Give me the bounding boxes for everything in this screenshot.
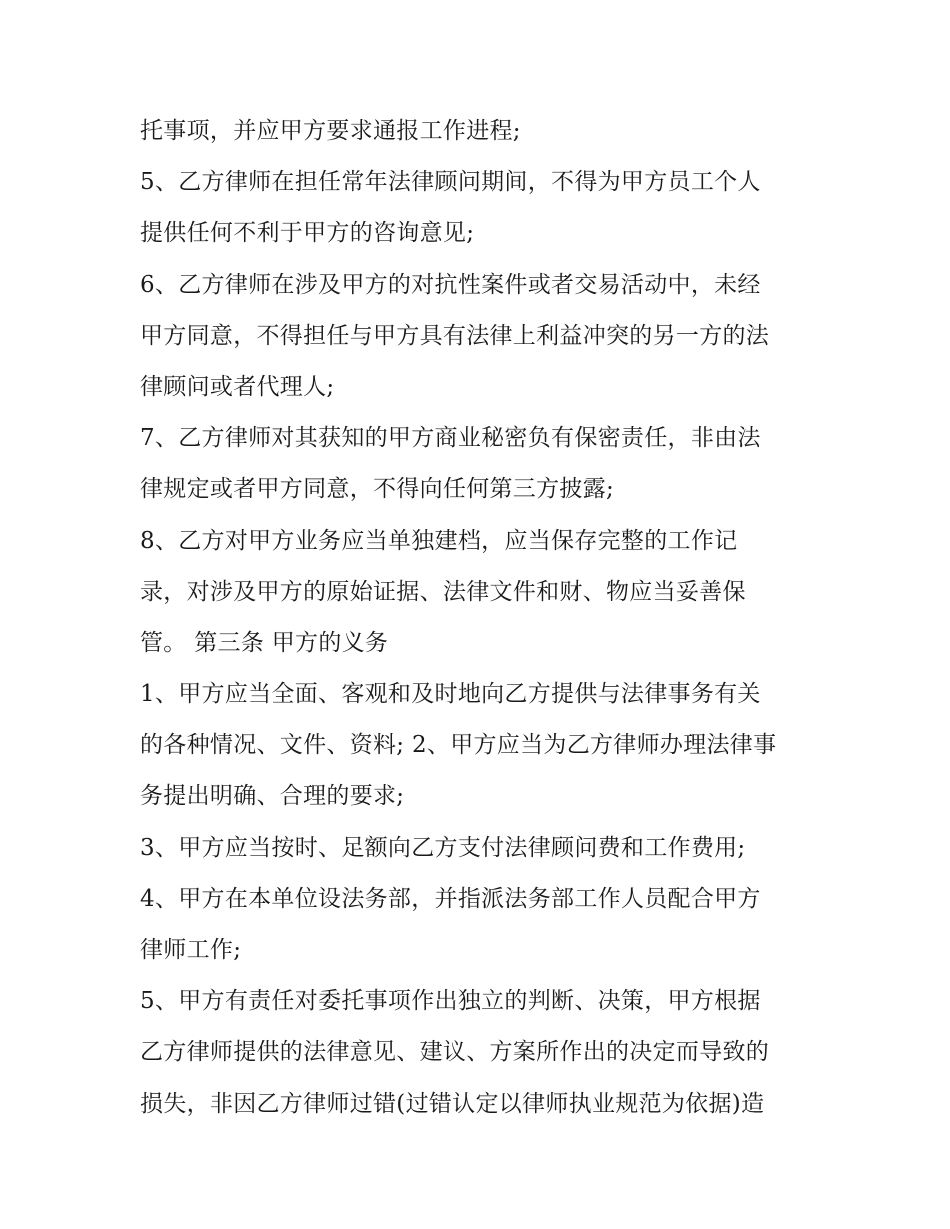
section-heading-line: 管。 第三条 甲方的义务 [140,629,389,656]
document-body [140,106,820,1130]
text-line: 托事项，并应甲方要求通报工作进程; [140,118,521,144]
text-line: 乙方律师提供的法律意见、建议、方案所作出的决定而导致的 [140,1039,770,1066]
text-line: 3、甲方应当按时、足额向乙方支付法律顾问费和工作费用; [140,834,746,861]
text-line: 务提出明确、合理的要求; [140,783,405,810]
text-line: 律顾问或者代理人; [140,373,335,400]
text-line: 6、乙方律师在涉及甲方的对抗性案件或者交易活动中，未经 [140,271,761,298]
text-line: 5、甲方有责任对委托事项作出独立的判断、决策，甲方根据 [140,988,761,1015]
text-line: 甲方同意，不得担任与甲方具有法律上利益冲突的另一方的法 [140,322,770,349]
text-line: 1、甲方应当全面、客观和及时地向乙方提供与法律事务有关 [140,681,761,708]
text-line: 4、甲方在本单位设法务部，并指派法务部工作人员配合甲方 [140,885,761,912]
text-line: 律规定或者甲方同意，不得向任何第三方披露; [140,476,615,503]
text-line: 损失，非因乙方律师过错(过错认定以律师执业规范为依据)造 [140,1090,765,1117]
text-line: 提供任何不利于甲方的咨询意见; [140,220,475,247]
text-line: 录，对涉及甲方的原始证据、法律文件和财、物应当妥善保 [140,578,746,605]
text-line: 8、乙方对甲方业务应当单独建档，应当保存完整的工作记 [140,527,738,554]
text-line: 5、乙方律师在担任常年法律顾问期间，不得为甲方员工个人 [140,169,761,196]
text-line: 律师工作; [140,937,242,963]
text-line: 的各种情况、文件、资料; 2、甲方应当为乙方律师办理法律事 [140,732,777,759]
text-line: 7、乙方律师对其获知的甲方商业秘密负有保密责任，非由法 [140,425,761,452]
